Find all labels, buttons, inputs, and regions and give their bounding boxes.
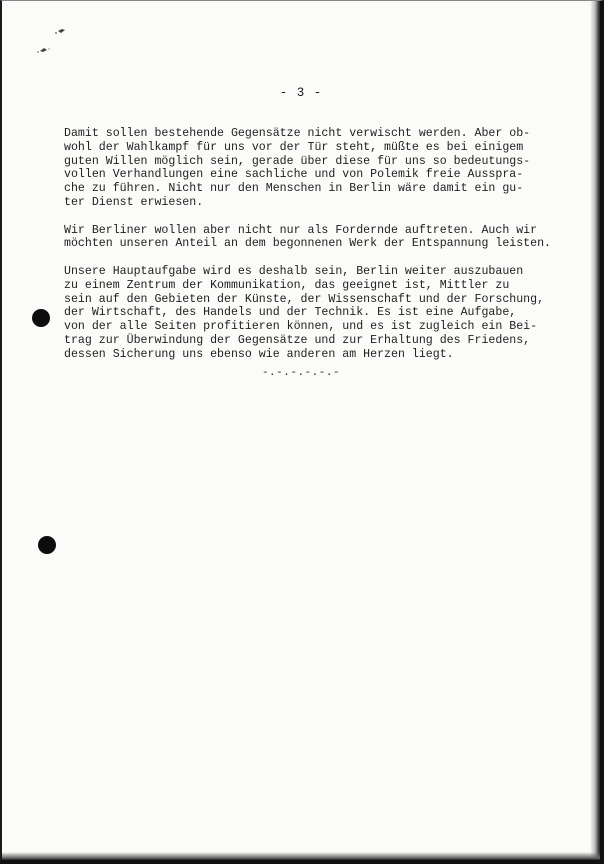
paragraph-1 (64, 127, 564, 210)
text-line: von der alle Seiten profitieren können, und es ist zugleich ein Bei- (64, 320, 538, 334)
text-line: trag zur Überwindung der Gegensätze und zur Erhaltung des Friedens, (64, 333, 531, 347)
text-line: Wir Berliner wollen aber nicht nur als Fordernde auftreten. Auch wir (64, 223, 538, 237)
page-edge-shadow-right (590, 1, 600, 860)
page-number: - 3 - (279, 86, 323, 100)
text-line: zu einem Zentrum der Kommunikation, das geeignet ist, Mittler zu (64, 278, 510, 292)
text-line: ter Dienst erwiesen. (64, 195, 204, 209)
text-line: wohl der Wahlkampf für uns vor der Tür steht, müßte es bei einigem (64, 140, 524, 154)
punch-hole-lower (38, 536, 56, 554)
punch-hole-upper (32, 309, 50, 327)
text-line: möchten unseren Anteil an dem begonnenen Werk der Entspannung leisten. (64, 237, 552, 251)
text-line: vollen Verhandlungen eine sachliche und von Polemik freie Ausspra- (64, 168, 524, 182)
text-line: Damit sollen bestehende Gegensätze nicht verwischt werden. Aber ob- (64, 127, 531, 140)
document-body (64, 127, 564, 375)
text-line: dessen Sicherung uns ebenso wie anderen am Herzen liegt. (64, 347, 454, 361)
text-line: guten Willen möglich sein, gerade über diese für uns so bedeutungs- (64, 154, 531, 168)
paragraph-2 (64, 224, 564, 252)
text-line: Unsere Hauptaufgabe wird es deshalb sein, Berlin weiter auszubauen (64, 264, 524, 278)
page-edge-shadow-bottom (2, 852, 600, 860)
paragraph-3 (64, 265, 564, 362)
text-line: che zu führen. Nicht nur den Menschen in Berlin wäre damit ein gu- (64, 182, 524, 196)
text-line: sein auf den Gebieten der Künste, der Wissenschaft und der Forschung, (64, 292, 545, 306)
scan-specks (30, 25, 80, 65)
end-of-text-mark: -.-.-.-.-.- (261, 367, 341, 379)
text-line: der Wirtschaft, des Handels und der Technik. Es ist eine Aufgabe, (64, 306, 517, 320)
